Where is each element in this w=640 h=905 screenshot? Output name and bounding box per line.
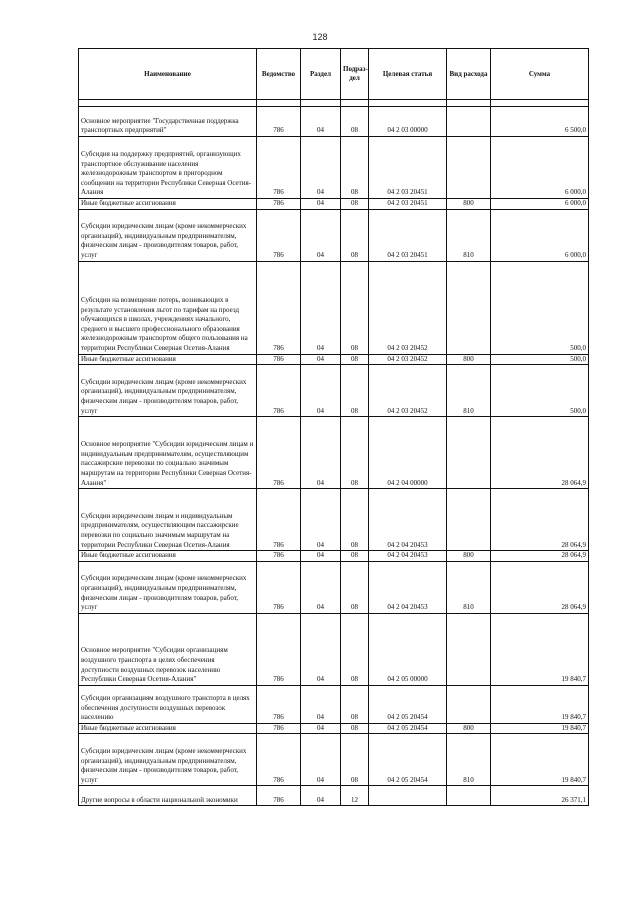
row-vid-cell: 810 [447, 734, 491, 786]
row-vedomstvo-cell: 786 [257, 107, 301, 137]
row-summa-cell: 6 500,0 [491, 107, 589, 137]
row-vedomstvo-cell: 786 [257, 786, 301, 806]
header-celevaya: Целевая статья [369, 49, 447, 100]
row-summa-cell: 28 064,9 [491, 489, 589, 551]
row-celevaya-cell: 04 2 05 00000 [369, 613, 447, 685]
row-name-cell: Субсидии организациям воздушного транспорта в целях обеспечения доступности воздушных перевозок населению [79, 685, 257, 723]
budget-table [78, 48, 589, 806]
row-vid-cell: 810 [447, 561, 491, 613]
table-row [79, 723, 589, 734]
row-razdel-cell: 04 [301, 685, 341, 723]
row-celevaya-cell: 04 2 04 20453 [369, 561, 447, 613]
row-name-cell: Субсидии на возмещение потерь, возникающих в результате установления льгот по тарифам на проезд обучающихся в школах, учреждениях начального, среднего и высшего профессионального образования железнодорожным транспортом общего пользования на территории Республики Северная Осетия-Алания [79, 261, 257, 354]
row-podrazdel-cell: 08 [341, 261, 369, 354]
row-name-cell: Иные бюджетные ассигнования [79, 199, 257, 210]
header-razdel: Раздел [301, 49, 341, 100]
page-number: 128 [312, 32, 328, 42]
row-celevaya-cell: 04 2 05 20454 [369, 723, 447, 734]
row-podrazdel-cell: 08 [341, 734, 369, 786]
row-summa-cell: 19 840,7 [491, 613, 589, 685]
row-celevaya-cell: 04 2 03 20451 [369, 199, 447, 210]
table-row [79, 354, 589, 365]
row-summa-cell: 500,0 [491, 261, 589, 354]
table-row [79, 685, 589, 723]
row-summa-cell: 28 064,9 [491, 561, 589, 613]
row-vedomstvo-cell: 786 [257, 723, 301, 734]
row-podrazdel-cell: 08 [341, 685, 369, 723]
row-celevaya-cell: 04 2 03 20451 [369, 137, 447, 199]
row-vedomstvo-cell: 786 [257, 354, 301, 365]
table-row [79, 209, 589, 261]
row-name-cell: Иные бюджетные ассигнования [79, 354, 257, 365]
row-podrazdel-cell: 08 [341, 723, 369, 734]
row-name-cell: Субсидии юридическим лицам (кроме некоммерческих организаций), индивидуальным предпринимателям, физическим лицам - производителям товаров, работ, услуг [79, 365, 257, 417]
row-name-cell: Основное мероприятие "Субсидии юридическим лицам и индивидуальным предпринимателям, осуществляющим пассажирские перевозки по социально значимым маршрутам на территории Республики Северная Осетия-Алания" [79, 417, 257, 489]
row-vedomstvo-cell: 786 [257, 365, 301, 417]
row-summa-cell: 19 840,7 [491, 685, 589, 723]
row-podrazdel-cell: 08 [341, 199, 369, 210]
row-celevaya-cell [369, 786, 447, 806]
table-row [79, 734, 589, 786]
row-vedomstvo-cell: 786 [257, 417, 301, 489]
row-celevaya-cell: 04 2 03 20452 [369, 365, 447, 417]
table-row [79, 261, 589, 354]
row-razdel-cell: 04 [301, 734, 341, 786]
header-name: Наименование [79, 49, 257, 100]
row-razdel-cell: 04 [301, 551, 341, 562]
row-podrazdel-cell: 08 [341, 107, 369, 137]
header-podrazdel: Подраз-дел [341, 49, 369, 100]
table-row [79, 199, 589, 210]
row-summa-cell: 28 064,9 [491, 551, 589, 562]
row-vid-cell [447, 786, 491, 806]
table-row [79, 417, 589, 489]
table-row [79, 107, 589, 137]
row-vedomstvo-cell: 786 [257, 685, 301, 723]
row-summa-cell: 6 000,0 [491, 209, 589, 261]
table-row [79, 551, 589, 562]
row-name-cell: Субсидии юридическим лицам (кроме некоммерческих организаций), индивидуальным предпринимателям, физическим лицам - производителям товаров, работ, услуг [79, 561, 257, 613]
row-summa-cell: 26 371,1 [491, 786, 589, 806]
row-name-cell: Субсидия на поддержку предприятий, организующих транспортное обслуживание населения железнодорожным транспортом в пригородном сообщении на территории Республики Северная Осетия-Алания [79, 137, 257, 199]
row-podrazdel-cell: 08 [341, 354, 369, 365]
row-podrazdel-cell: 08 [341, 551, 369, 562]
row-vedomstvo-cell: 786 [257, 137, 301, 199]
row-name-cell: Основное мероприятие "Государственная поддержка транспортных предприятий" [79, 107, 257, 137]
row-name-cell: Субсидии юридическим лицам и индивидуальным предпринимателям, осуществляющим пассажирские перевозки по социально значимым маршрутам на территории Республики Северная Осетия-Алания [79, 489, 257, 551]
row-podrazdel-cell: 12 [341, 786, 369, 806]
table-row [79, 613, 589, 685]
row-celevaya-cell: 04 2 03 20452 [369, 354, 447, 365]
row-razdel-cell: 04 [301, 199, 341, 210]
table-body [79, 107, 589, 806]
row-razdel-cell: 04 [301, 613, 341, 685]
row-name-cell: Иные бюджетные ассигнования [79, 551, 257, 562]
row-celevaya-cell: 04 2 05 20454 [369, 685, 447, 723]
row-vid-cell [447, 417, 491, 489]
row-razdel-cell: 04 [301, 417, 341, 489]
row-podrazdel-cell: 08 [341, 137, 369, 199]
row-podrazdel-cell: 08 [341, 417, 369, 489]
row-vid-cell: 800 [447, 551, 491, 562]
row-celevaya-cell: 04 2 03 00000 [369, 107, 447, 137]
row-podrazdel-cell: 08 [341, 561, 369, 613]
row-vedomstvo-cell: 786 [257, 199, 301, 210]
row-razdel-cell: 04 [301, 365, 341, 417]
row-razdel-cell: 04 [301, 209, 341, 261]
row-vedomstvo-cell: 786 [257, 561, 301, 613]
row-vid-cell [447, 613, 491, 685]
row-razdel-cell: 04 [301, 354, 341, 365]
row-celevaya-cell: 04 2 04 20453 [369, 551, 447, 562]
header-row [79, 49, 589, 100]
row-vid-cell [447, 137, 491, 199]
header-summa: Сумма [491, 49, 589, 100]
row-summa-cell: 6 000,0 [491, 199, 589, 210]
row-name-cell: Другие вопросы в области национальной экономики [79, 786, 257, 806]
row-vedomstvo-cell: 786 [257, 613, 301, 685]
row-podrazdel-cell: 08 [341, 209, 369, 261]
row-vid-cell [447, 107, 491, 137]
row-vid-cell: 800 [447, 354, 491, 365]
table-row [79, 489, 589, 551]
row-celevaya-cell: 04 2 05 20454 [369, 734, 447, 786]
row-razdel-cell: 04 [301, 561, 341, 613]
row-podrazdel-cell: 08 [341, 613, 369, 685]
header-vedomstvo: Ведомство [257, 49, 301, 100]
row-summa-cell: 500,0 [491, 354, 589, 365]
row-vedomstvo-cell: 786 [257, 209, 301, 261]
row-name-cell: Иные бюджетные ассигнования [79, 723, 257, 734]
row-summa-cell: 19 840,7 [491, 723, 589, 734]
row-summa-cell: 19 840,7 [491, 734, 589, 786]
row-vedomstvo-cell: 786 [257, 261, 301, 354]
row-razdel-cell: 04 [301, 489, 341, 551]
row-vid-cell: 800 [447, 723, 491, 734]
table-row [79, 561, 589, 613]
row-summa-cell: 500,0 [491, 365, 589, 417]
row-razdel-cell: 04 [301, 107, 341, 137]
row-vid-cell [447, 685, 491, 723]
row-name-cell: Основное мероприятие "Субсидии организациям воздушного транспорта в целях обеспечения доступности воздушных перевозок населению Республики Северная Осетия-Алания" [79, 613, 257, 685]
row-name-cell: Субсидии юридическим лицам (кроме некоммерческих организаций), индивидуальным предпринимателям, физическим лицам - производителям товаров, работ, услуг [79, 734, 257, 786]
row-celevaya-cell: 04 2 04 20453 [369, 489, 447, 551]
row-summa-cell: 28 064,9 [491, 417, 589, 489]
table-row [79, 137, 589, 199]
row-celevaya-cell: 04 2 03 20452 [369, 261, 447, 354]
table-row [79, 786, 589, 806]
row-vedomstvo-cell: 786 [257, 489, 301, 551]
row-razdel-cell: 04 [301, 723, 341, 734]
header-spacer-row [79, 100, 589, 107]
row-celevaya-cell: 04 2 04 00000 [369, 417, 447, 489]
row-celevaya-cell: 04 2 03 20451 [369, 209, 447, 261]
row-vedomstvo-cell: 786 [257, 734, 301, 786]
row-vedomstvo-cell: 786 [257, 551, 301, 562]
row-podrazdel-cell: 08 [341, 489, 369, 551]
row-razdel-cell: 04 [301, 261, 341, 354]
row-name-cell: Субсидии юридическим лицам (кроме некоммерческих организаций), индивидуальным предпринимателям, физическим лицам - производителям товаров, работ, услуг [79, 209, 257, 261]
row-razdel-cell: 04 [301, 137, 341, 199]
table-row [79, 365, 589, 417]
row-summa-cell: 6 000,0 [491, 137, 589, 199]
row-razdel-cell: 04 [301, 786, 341, 806]
row-vid-cell: 800 [447, 199, 491, 210]
row-vid-cell: 810 [447, 365, 491, 417]
header-vid: Вид расхода [447, 49, 491, 100]
row-vid-cell [447, 489, 491, 551]
row-podrazdel-cell: 08 [341, 365, 369, 417]
row-vid-cell [447, 261, 491, 354]
row-vid-cell: 810 [447, 209, 491, 261]
